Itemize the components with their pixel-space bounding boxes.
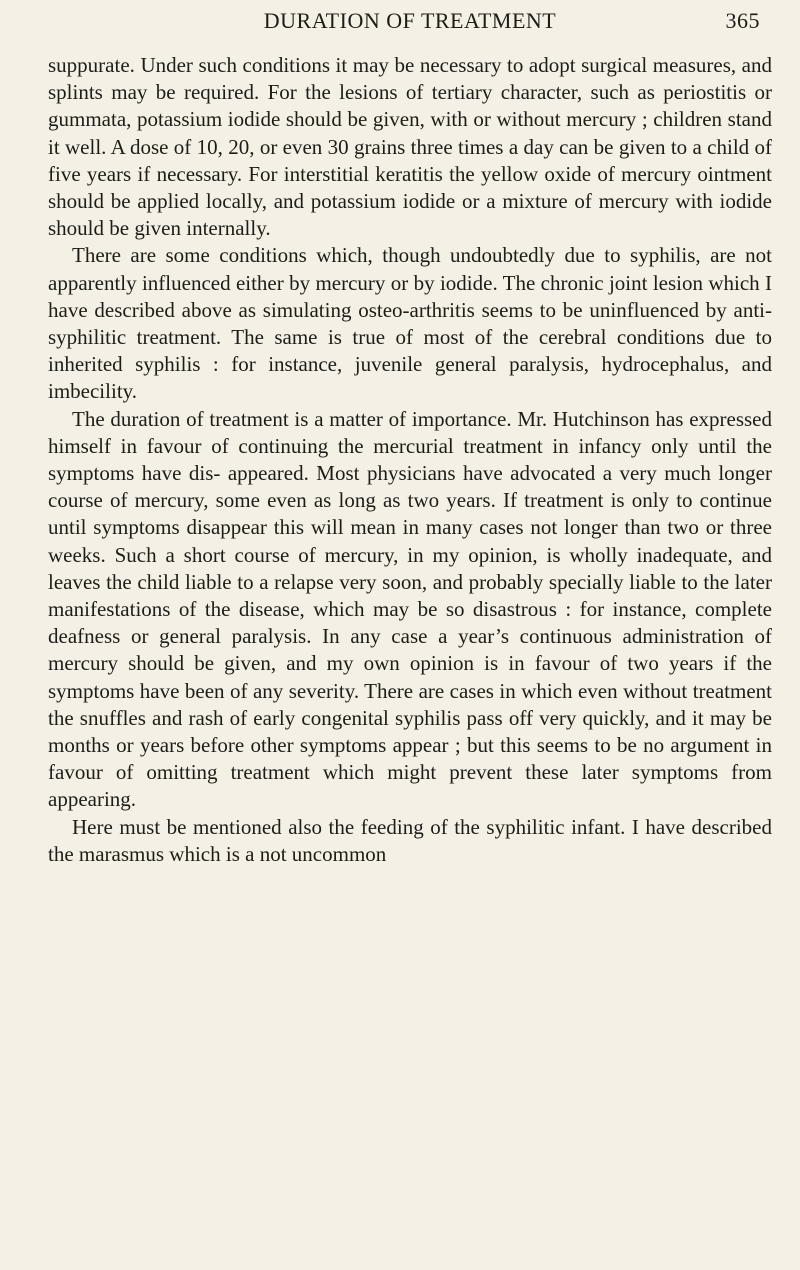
paragraph-4: Here must be mentioned also the feeding of the syphilitic infant. I have described the marasmus which is a not uncommon: [48, 814, 772, 866]
page-header: [48, 0, 772, 36]
body-text: [48, 52, 772, 868]
running-title: DURATION OF TREATMENT: [263, 8, 557, 33]
paragraph-1: suppurate. Under such conditions it may be necessary to adopt surgical measures, and splints may be required. For the lesions of tertiary character, such as periostitis or gummata, potassium iodide should be given, with or without mercury ; children stand it well. A dose of 10, 20, or even 30 grains three times a day can be given to a child of five years if necessary. For interstitial keratitis the yellow oxide of mercury ointment should be applied locally, and potassium iodide or a mixture of mercury with iodide should be given internally.: [48, 53, 772, 241]
paragraph-3: The duration of treatment is a matter of importance. Mr. Hutchinson has expressed himself in favour of continuing the mercurial treatment in infancy only until the symptoms have dis- appeared. Most physicians have advocated a very much longer course of mercury, some even as long as two years. If treatment is only to continue until symptoms disappear this will mean in many cases not longer than two or three weeks. Such a short course of mercury, in my opinion, is wholly inadequate, and leaves the child liable to a relapse very soon, and probably specially liable to the later manifestations of the disease, which may be so disastrous : for instance, complete deafness or general paralysis. In any case a year’s continuous administration of mercury should be given, and my own opinion is in favour of two years if the symptoms have been of any severity. There are cases in which even without treatment the snuffles and rash of early congenital syphilis pass off very quickly, and it may be months or years before other symptoms appear ; but this seems to be no argument in favour of omitting treatment which might prevent these later symptoms from appearing.: [48, 406, 772, 812]
page-number: 365: [725, 8, 760, 33]
paragraph-2: There are some conditions which, though undoubtedly due to syphilis, are not apparently influenced either by mercury or by iodide. The chronic joint lesion which I have described above as simulating osteo-arthritis seems to be uninfluenced by anti- syphilitic treatment. The same is true of most of the cerebral conditions due to inherited syphilis : for instance, juvenile general paralysis, hydrocephalus, and imbecility.: [48, 243, 772, 404]
